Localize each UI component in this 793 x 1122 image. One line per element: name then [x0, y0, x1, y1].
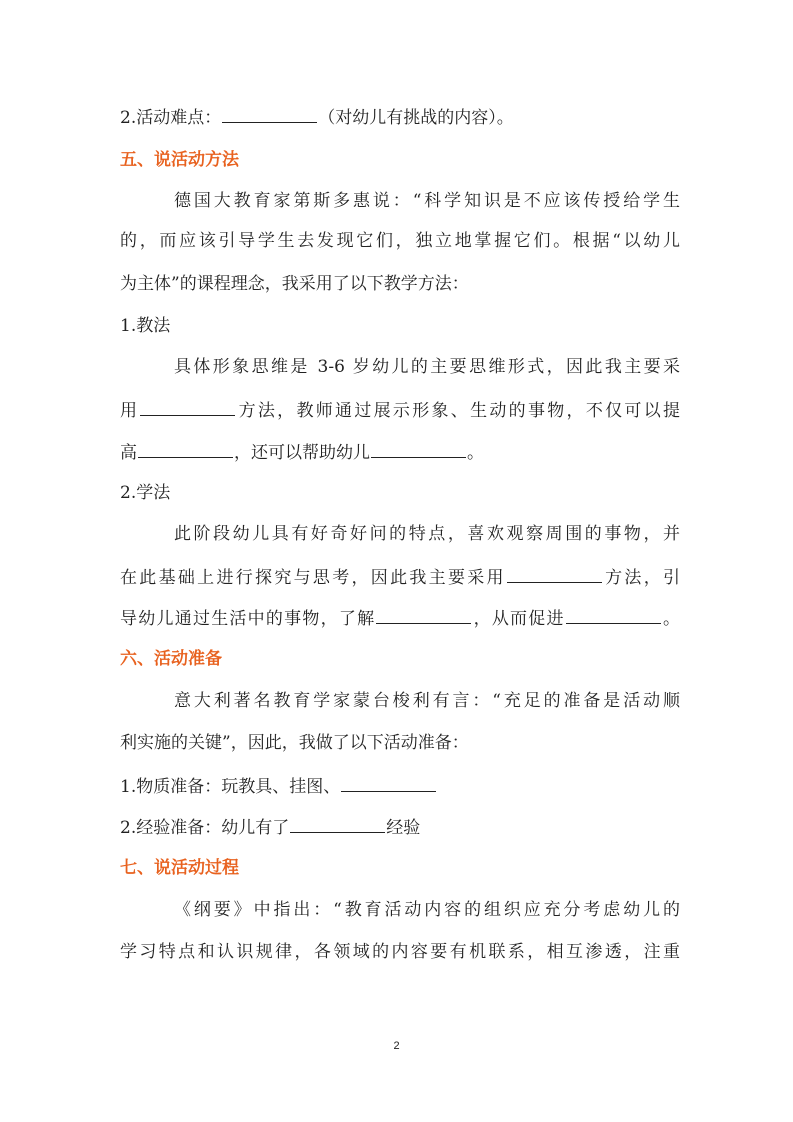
text: 高 [120, 443, 137, 463]
fill-blank[interactable] [222, 104, 317, 123]
fill-blank[interactable] [371, 439, 466, 458]
paragraph-line [120, 439, 680, 465]
page-number: 2 [393, 1040, 400, 1052]
text: 方法，教师通过展示形象、生动的事物，不仅可以提 [236, 401, 681, 421]
paragraph-line: 利实施的关键”，因此，我做了以下活动准备： [120, 733, 469, 753]
paragraph-line: 学习特点和认识规律，各领域的内容要有机联系，相互渗透，注重 [120, 942, 680, 962]
paragraph-line [120, 397, 680, 423]
paragraph-line: 的，而应该引导学生去发现它们，独立地掌握它们。根据“以幼儿 [120, 231, 680, 251]
text: 2.活动难点： [120, 108, 222, 128]
paragraph-line: 具体形象思维是 3-6 岁幼儿的主要思维形式，因此我主要采 [174, 357, 680, 377]
text: 用 [120, 401, 140, 421]
text: 在此基础上进行探究与思考，因此我主要采用 [120, 568, 506, 588]
section-heading-methods: 五、说活动方法 [120, 150, 239, 170]
text: 导幼儿通过生活中的事物，了解 [120, 609, 376, 629]
subheading-learning-method: 2.学法 [120, 483, 171, 503]
text: （对幼儿有挑战的内容）。 [318, 108, 514, 128]
text: 方法，引 [602, 568, 681, 588]
fill-blank[interactable] [140, 397, 235, 416]
experience-preparation-line [120, 814, 680, 840]
text: 2.经验准备：幼儿有了 [120, 818, 290, 838]
text: ，从而促进 [472, 609, 565, 629]
activity-difficulty-line [120, 104, 680, 130]
fill-blank[interactable] [507, 564, 602, 583]
fill-blank[interactable] [138, 439, 233, 458]
fill-blank[interactable] [341, 773, 436, 792]
text: 。 [661, 609, 681, 629]
text: 1.物质准备：玩教具、挂图、 [120, 777, 341, 797]
fill-blank[interactable] [566, 605, 661, 624]
paragraph-line: 此阶段幼儿具有好奇好问的特点，喜欢观察周围的事物，并 [174, 524, 680, 544]
paragraph-line: 意大利著名教育学家蒙台梭利有言：“充足的准备是活动顺 [174, 691, 680, 711]
paragraph-line: 《纲要》中指出：“教育活动内容的组织应充分考虑幼儿的 [174, 900, 680, 920]
fill-blank[interactable] [376, 605, 471, 624]
paragraph-line: 为主体”的课程理念，我采用了以下教学方法： [120, 274, 469, 294]
material-preparation-line [120, 773, 680, 799]
paragraph-line [120, 564, 680, 590]
subheading-teaching-method: 1.教法 [120, 316, 171, 336]
section-heading-process: 七、说活动过程 [120, 858, 239, 878]
fill-blank[interactable] [290, 814, 385, 833]
text: 。 [467, 443, 484, 463]
section-heading-preparation: 六、活动准备 [120, 649, 222, 669]
paragraph-line [120, 605, 680, 631]
text: ，还可以帮助幼儿 [234, 443, 370, 463]
text: 经验 [386, 818, 421, 838]
paragraph-line: 德国大教育家第斯多惠说：“科学知识是不应该传授给学生 [174, 191, 680, 211]
